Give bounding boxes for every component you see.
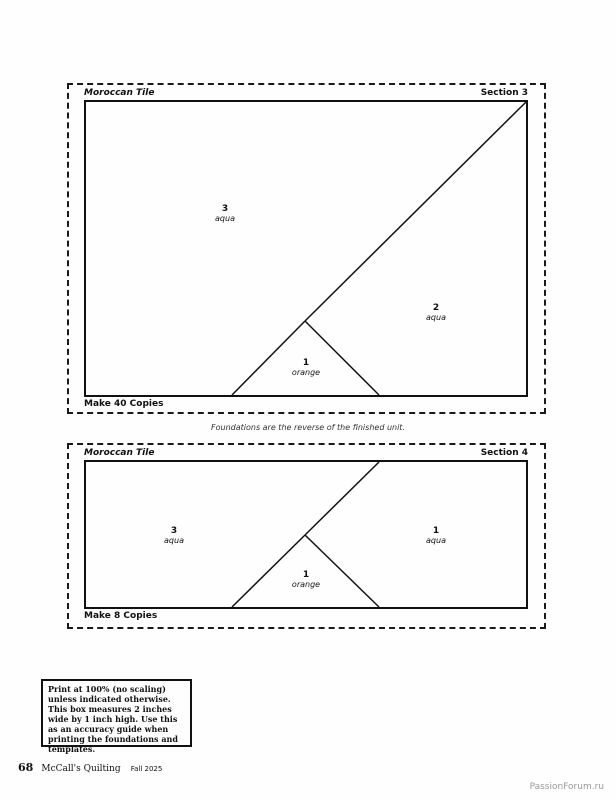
page-number: 68 [18, 761, 34, 774]
piece-color: aqua [426, 536, 446, 545]
section-3-seam-diagonal [305, 102, 526, 321]
foundation-note: Foundations are the reverse of the finished unit. [211, 423, 405, 432]
watermark: PassionForum.ru [529, 782, 604, 792]
section-4-piece-1-aqua [396, 526, 476, 546]
section-3-title: Moroccan Tile [84, 88, 155, 98]
issue-label: Fall 2025 [130, 765, 163, 773]
piece-number: 1 [302, 358, 310, 368]
piece-color: orange [291, 580, 321, 589]
piece-number: 3 [170, 526, 178, 536]
section-3-piece-3 [185, 204, 265, 224]
section-4-label: Section 4 [480, 448, 528, 458]
section-4-piece-1-orange [266, 570, 346, 590]
section-3-outline [85, 101, 527, 396]
piece-number: 2 [432, 303, 440, 313]
section-3-copies: Make 40 Copies [84, 399, 164, 409]
section-3-label: Section 3 [480, 88, 528, 98]
piece-color: aqua [215, 214, 235, 223]
section-3-foundation-pattern [84, 100, 528, 397]
piece-number: 3 [221, 204, 229, 214]
section-4-piece-3 [134, 526, 214, 546]
magazine-title: McCall's Quilting [41, 764, 121, 774]
section-4-copies: Make 8 Copies [84, 611, 158, 621]
section-4-seam-diagonal [305, 462, 379, 535]
piece-number: 1 [432, 526, 440, 536]
section-3-piece-1 [266, 358, 346, 378]
piece-color: aqua [164, 536, 184, 545]
print-accuracy-box: Print at 100% (no scaling) unless indicated otherwise. This box measures 2 inches wide by 1 inch high. Use this as an accuracy guide when printing the foundations and templates. [41, 679, 192, 747]
section-3-piece-2 [396, 303, 476, 323]
piece-number: 1 [302, 570, 310, 580]
section-4-title: Moroccan Tile [84, 448, 155, 458]
piece-color: aqua [426, 313, 446, 322]
piece-color: orange [291, 368, 321, 377]
page-footer [18, 756, 162, 775]
